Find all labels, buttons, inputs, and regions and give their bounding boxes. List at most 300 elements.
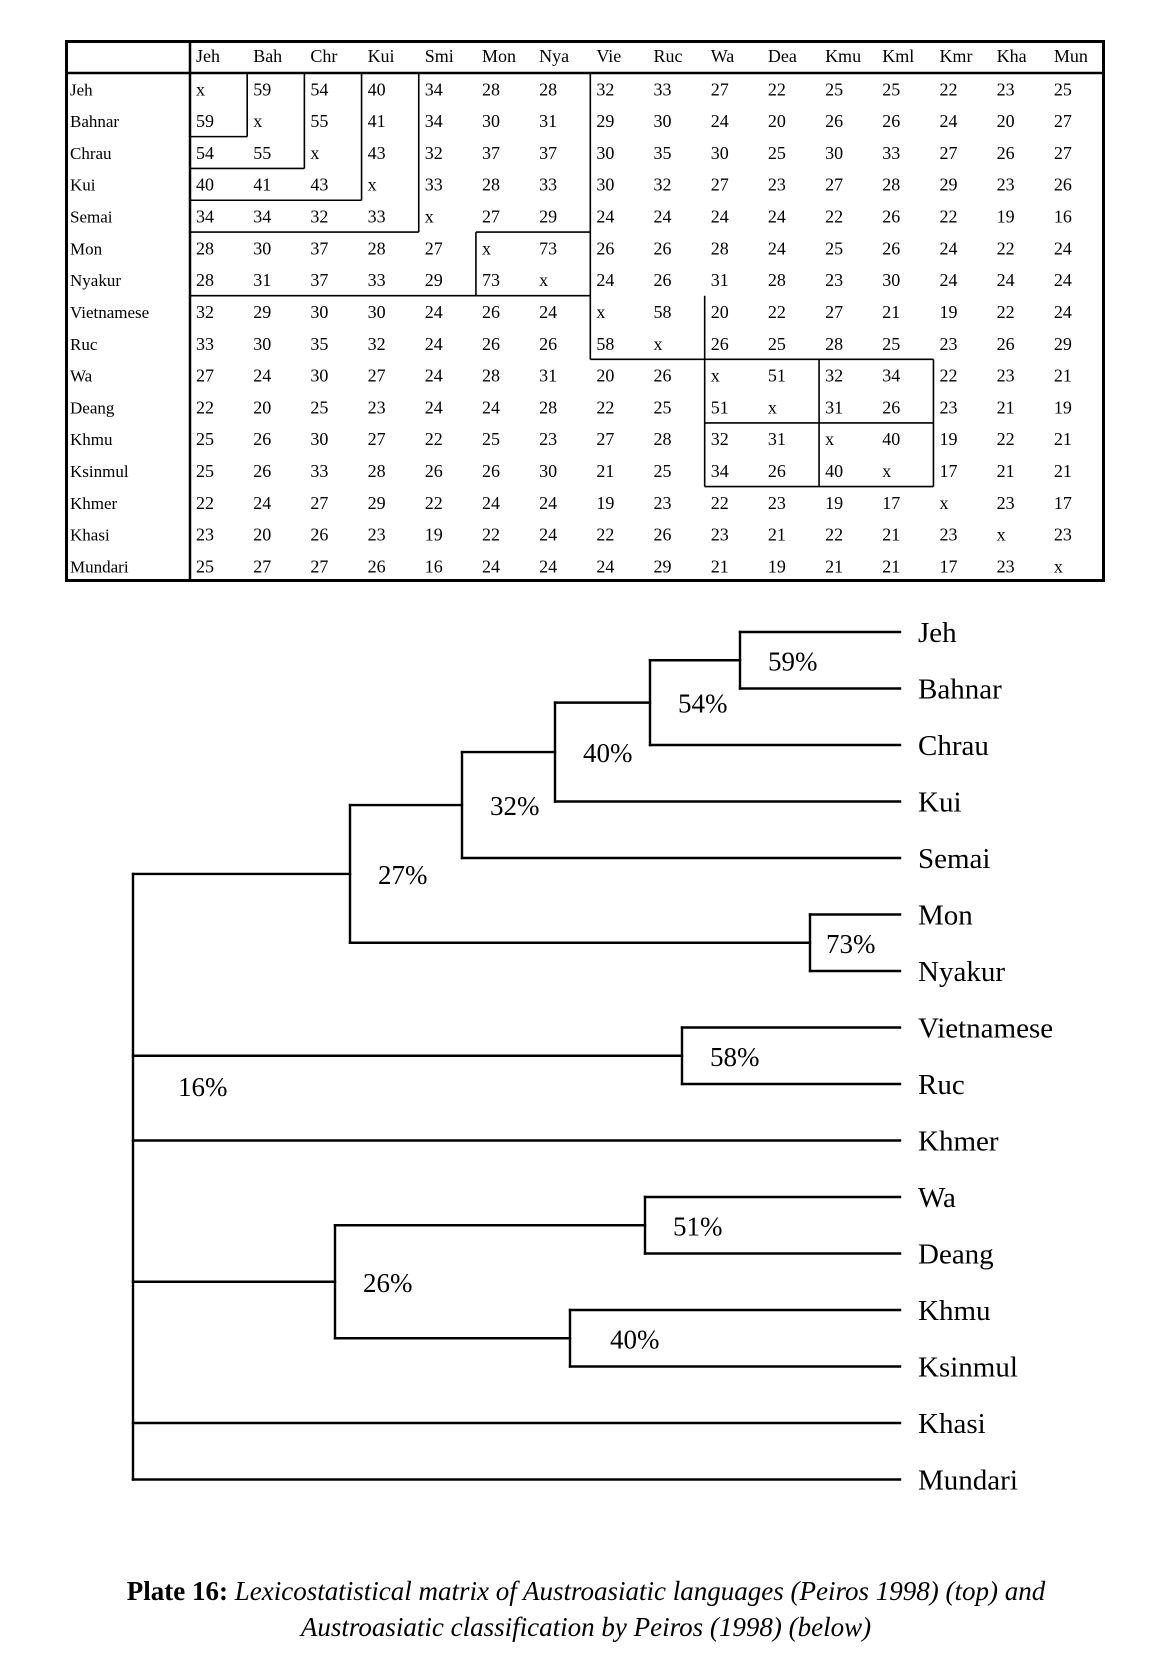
matrix-cell: 19: [767, 556, 786, 577]
matrix-cell: 23: [996, 556, 1015, 577]
matrix-cell: 34: [196, 206, 214, 227]
matrix-cell: 58: [653, 301, 672, 322]
matrix-cell: 20: [996, 111, 1015, 132]
matrix-cell: 23: [996, 79, 1015, 100]
matrix-cell: 26: [310, 524, 329, 545]
matrix-cell: 23: [939, 397, 958, 418]
tree-leaf-label: Kui: [918, 786, 962, 819]
tree-leaf-label: Khmer: [918, 1125, 999, 1158]
matrix-cell: 25: [196, 556, 214, 577]
matrix-cell: 30: [882, 270, 901, 291]
matrix-cell: 30: [310, 429, 329, 450]
matrix-cell: 27: [825, 174, 844, 195]
matrix-cell: 23: [996, 174, 1015, 195]
matrix-cell: 24: [424, 333, 443, 354]
matrix-cell: 26: [539, 333, 558, 354]
matrix-cell: 24: [939, 238, 958, 259]
matrix-cell: 40: [367, 79, 386, 100]
matrix-row-header: Nyakur: [70, 271, 121, 291]
matrix-cell: 24: [1053, 270, 1072, 291]
matrix-cell: 22: [424, 429, 443, 450]
matrix-col-header: Smi: [424, 46, 454, 66]
matrix-cell: 26: [882, 111, 901, 132]
matrix-cell: 17: [1053, 492, 1072, 513]
matrix-cell: 37: [481, 142, 500, 163]
matrix-cell: 29: [653, 556, 672, 577]
matrix-cell: x: [367, 174, 377, 195]
matrix-cell: 34: [253, 206, 272, 227]
matrix-cell: 26: [882, 206, 901, 227]
matrix-row-header: Khmu: [70, 430, 113, 450]
tree-node-label: 59%: [768, 646, 818, 677]
matrix-cell: 28: [539, 397, 558, 418]
matrix-col-header: Mun: [1053, 46, 1088, 66]
matrix-cell: x: [1053, 556, 1063, 577]
matrix-cell: 33: [653, 79, 672, 100]
matrix-cell: 19: [825, 492, 844, 513]
matrix-cell: 30: [481, 111, 500, 132]
matrix-cell: 16: [1053, 206, 1072, 227]
matrix-cell: 30: [539, 461, 558, 482]
matrix-cell: 55: [253, 142, 272, 163]
matrix-cell: x: [539, 270, 549, 291]
matrix-cell: 37: [310, 238, 329, 259]
matrix-cell: 26: [882, 238, 901, 259]
matrix-cell: 24: [539, 556, 558, 577]
matrix-cell: 24: [596, 270, 615, 291]
matrix-row-header: Ruc: [70, 334, 98, 354]
matrix-cell: 23: [767, 174, 786, 195]
matrix-cell: 23: [539, 429, 558, 450]
matrix-col-header: Vie: [596, 46, 622, 66]
matrix-cell: 27: [310, 492, 329, 513]
matrix-cell: 30: [253, 238, 272, 259]
plate-caption: [60, 1573, 1112, 1645]
matrix-row-header: Khmer: [70, 493, 118, 513]
matrix-cell: 23: [939, 524, 958, 545]
matrix-cell: 26: [367, 556, 386, 577]
matrix-cell: 24: [1053, 238, 1072, 259]
matrix-cell: 27: [253, 556, 272, 577]
tree-node-label: 40%: [583, 738, 633, 769]
matrix-cell: 30: [310, 365, 329, 386]
matrix-cell: 27: [310, 556, 329, 577]
matrix-cell: 22: [767, 79, 786, 100]
matrix-cell: 27: [710, 174, 729, 195]
matrix-cell: x: [939, 492, 949, 513]
matrix-cell: 22: [996, 238, 1015, 259]
matrix-cell: 24: [424, 301, 443, 322]
matrix-cell: 19: [996, 206, 1015, 227]
matrix-cell: 26: [882, 397, 901, 418]
matrix-cell: 28: [367, 461, 386, 482]
matrix-cell: 27: [1053, 142, 1072, 163]
matrix-cell: 26: [481, 461, 500, 482]
matrix-cell: 32: [710, 429, 729, 450]
matrix-cell: 33: [367, 270, 386, 291]
matrix-cell: x: [710, 365, 720, 386]
matrix-cell: 25: [196, 429, 214, 450]
matrix-cell: 33: [539, 174, 558, 195]
matrix-cell: 22: [596, 397, 615, 418]
matrix-cell: 28: [196, 270, 214, 291]
matrix-cell: 54: [196, 142, 214, 163]
matrix-cell: 29: [424, 270, 443, 291]
matrix-cell: 27: [939, 142, 958, 163]
matrix-col-header: Mon: [481, 46, 516, 66]
matrix-cell: 22: [196, 492, 214, 513]
matrix-cell: 32: [310, 206, 329, 227]
matrix-cell: 23: [196, 524, 214, 545]
matrix-cell: 29: [939, 174, 958, 195]
matrix-cell: 23: [653, 492, 672, 513]
matrix-cell: 26: [1053, 174, 1072, 195]
matrix-cell: 32: [653, 174, 672, 195]
matrix-cell: 26: [996, 333, 1015, 354]
matrix-cell: 27: [196, 365, 214, 386]
matrix-col-header: Jeh: [196, 46, 220, 66]
matrix-cell: 25: [481, 429, 500, 450]
matrix-cell: 27: [596, 429, 615, 450]
matrix-cell: 31: [710, 270, 729, 291]
matrix-cell: 25: [196, 461, 214, 482]
matrix-cell: x: [310, 142, 320, 163]
matrix-cell: 21: [825, 556, 844, 577]
matrix-cell: 40: [825, 461, 844, 482]
matrix-cell: 43: [310, 174, 329, 195]
matrix-cell: 28: [481, 174, 500, 195]
matrix-row-header: Ksinmul: [70, 462, 129, 482]
matrix-cell: 55: [310, 111, 329, 132]
matrix-cell: 29: [253, 301, 272, 322]
matrix-cell: 28: [653, 429, 672, 450]
matrix-col-header: Wa: [710, 46, 735, 66]
matrix-cell: 27: [710, 79, 729, 100]
matrix-cell: 24: [710, 206, 729, 227]
matrix-cell: 29: [1053, 333, 1072, 354]
matrix-cell: 30: [596, 174, 615, 195]
matrix-cell: 25: [825, 238, 844, 259]
matrix-cell: 34: [424, 79, 443, 100]
matrix-cell: 51: [767, 365, 786, 386]
matrix-cell: 21: [767, 524, 786, 545]
matrix-cell: 27: [481, 206, 500, 227]
matrix-cell: 21: [882, 556, 901, 577]
matrix-col-header: Chr: [310, 46, 338, 66]
matrix-cell: 24: [253, 492, 272, 513]
matrix-cell: 25: [767, 333, 786, 354]
matrix-cell: 26: [596, 238, 615, 259]
matrix-cell: 28: [196, 238, 214, 259]
matrix-cell: 28: [367, 238, 386, 259]
matrix-cell: 34: [424, 111, 443, 132]
tree-leaf-label: Wa: [918, 1182, 956, 1214]
tree-node-label: 73%: [826, 928, 876, 959]
matrix-col-header: Nya: [539, 46, 570, 66]
matrix-cell: 32: [596, 79, 615, 100]
matrix-cell: 22: [596, 524, 615, 545]
matrix-cell: 25: [653, 397, 672, 418]
matrix-cell: 25: [1053, 79, 1072, 100]
matrix-cell: 21: [1053, 365, 1072, 386]
tree-leaf-label: Chrau: [918, 730, 989, 762]
matrix-cell: 17: [882, 492, 901, 513]
matrix-cell: 24: [653, 206, 672, 227]
matrix-cell: 24: [996, 270, 1015, 291]
tree-leaf-label: Ksinmul: [918, 1351, 1018, 1384]
matrix-cell: 26: [825, 111, 844, 132]
matrix-cell: 20: [596, 365, 615, 386]
matrix-cell: 26: [653, 365, 672, 386]
matrix-cell: 24: [939, 111, 958, 132]
tree-leaf-label: Vietnamese: [918, 1012, 1054, 1045]
tree-node-label: 58%: [710, 1041, 760, 1072]
matrix-cell: 26: [424, 461, 443, 482]
matrix-cell: x: [424, 206, 434, 227]
matrix-row-header: Mundari: [70, 557, 129, 577]
matrix-cell: 22: [825, 206, 844, 227]
matrix-cell: 19: [939, 429, 958, 450]
matrix-row-header: Deang: [70, 398, 115, 418]
matrix-cell: 26: [253, 429, 272, 450]
matrix-row-header: Mon: [70, 239, 103, 259]
matrix-cell: 40: [196, 174, 214, 195]
matrix-cell: 73: [539, 238, 558, 259]
matrix-row-header: Chrau: [70, 143, 112, 163]
matrix-cell: 29: [596, 111, 615, 132]
matrix-cell: 28: [481, 79, 500, 100]
matrix-cell: 22: [939, 365, 958, 386]
matrix-col-header: Kha: [996, 46, 1027, 66]
matrix-cell: 28: [481, 365, 500, 386]
matrix-cell: 24: [710, 111, 729, 132]
matrix-cell: 24: [767, 238, 786, 259]
matrix-cell: 22: [481, 524, 500, 545]
matrix-cell: 19: [939, 301, 958, 322]
matrix-row-header: Wa: [70, 366, 93, 386]
matrix-cell: 34: [710, 461, 729, 482]
matrix-cell: 30: [653, 111, 672, 132]
matrix-cell: 22: [196, 397, 214, 418]
matrix-cell: 29: [539, 206, 558, 227]
matrix-cell: 28: [882, 174, 901, 195]
matrix-cell: 23: [367, 397, 386, 418]
matrix-cell: x: [596, 301, 606, 322]
matrix-cell: 21: [596, 461, 615, 482]
matrix-cell: 26: [767, 461, 786, 482]
matrix-cell: 26: [653, 270, 672, 291]
matrix-cell: 26: [996, 142, 1015, 163]
matrix-col-header: Kml: [882, 46, 915, 66]
tree-node-label: 32%: [490, 791, 540, 822]
tree-node-label: 27%: [378, 859, 428, 890]
matrix-row-header: Bahnar: [70, 112, 120, 132]
matrix-cell: 32: [367, 333, 386, 354]
matrix-cell: 31: [767, 429, 786, 450]
matrix-cell: 21: [1053, 461, 1072, 482]
matrix-cell: x: [481, 238, 491, 259]
matrix-cell: 24: [596, 556, 615, 577]
matrix-cell: 59: [253, 79, 272, 100]
matrix-cell: 20: [767, 111, 786, 132]
matrix-cell: 24: [481, 397, 500, 418]
caption-line-2: [60, 1609, 1112, 1645]
matrix-cell: 30: [253, 333, 272, 354]
matrix-cell: 21: [882, 301, 901, 322]
tree-leaf-label: Jeh: [918, 620, 957, 649]
matrix-cell: x: [767, 397, 777, 418]
matrix-cell: 25: [882, 333, 901, 354]
matrix-cell: 24: [939, 270, 958, 291]
matrix-cell: 33: [310, 461, 329, 482]
matrix-cell: 27: [825, 301, 844, 322]
matrix-cell: 21: [882, 524, 901, 545]
matrix-cell: 24: [767, 206, 786, 227]
matrix-cell: 26: [481, 301, 500, 322]
matrix-cell: 25: [825, 79, 844, 100]
matrix-cell: 22: [825, 524, 844, 545]
matrix-cell: 23: [825, 270, 844, 291]
classification-tree: [0, 620, 1172, 1570]
matrix-cell: 37: [310, 270, 329, 291]
matrix-cell: 24: [424, 397, 443, 418]
tree-node-label: 26%: [363, 1267, 413, 1298]
matrix-cell: 29: [367, 492, 386, 513]
matrix-row-header: Kui: [70, 175, 96, 195]
matrix-cell: 22: [996, 301, 1015, 322]
matrix-cell: 28: [825, 333, 844, 354]
tree-leaf-label: Khmu: [918, 1295, 991, 1327]
matrix-row-header: Semai: [70, 207, 113, 227]
matrix-col-header: Kui: [367, 46, 395, 66]
matrix-cell: 35: [653, 142, 672, 163]
matrix-cell: 24: [539, 492, 558, 513]
matrix-cell: 26: [710, 333, 729, 354]
matrix-cell: 19: [596, 492, 615, 513]
caption-text-2: Austroasiatic classification by Peiros (1998) (below): [300, 1612, 872, 1642]
matrix-cell: 24: [424, 365, 443, 386]
matrix-cell: 31: [539, 365, 558, 386]
matrix-cell: 26: [653, 524, 672, 545]
matrix-cell: 31: [253, 270, 272, 291]
matrix-cell: 22: [424, 492, 443, 513]
matrix-col-header: Kmr: [939, 46, 973, 66]
tree-leaf-label: Mon: [918, 899, 973, 932]
matrix-cell: 20: [253, 524, 272, 545]
matrix-cell: 32: [825, 365, 844, 386]
matrix-cell: 24: [539, 524, 558, 545]
matrix-cell: 24: [539, 301, 558, 322]
matrix-cell: 27: [424, 238, 443, 259]
matrix-cell: 41: [253, 174, 272, 195]
matrix-cell: 32: [424, 142, 443, 163]
matrix-cell: 23: [996, 492, 1015, 513]
matrix-cell: 21: [1053, 429, 1072, 450]
matrix-cell: x: [996, 524, 1006, 545]
tree-leaf-label: Bahnar: [918, 673, 1002, 706]
matrix-cell: 22: [939, 206, 958, 227]
matrix-cell: 30: [710, 142, 729, 163]
matrix-cell: 33: [196, 333, 214, 354]
matrix-cell: x: [653, 333, 663, 354]
matrix-cell: 59: [196, 111, 214, 132]
matrix-cell: 27: [367, 365, 386, 386]
matrix-row-header: Vietnamese: [70, 302, 150, 322]
matrix-cell: 17: [939, 461, 958, 482]
matrix-cell: 23: [367, 524, 386, 545]
matrix-cell: 25: [310, 397, 329, 418]
matrix-cell: 30: [596, 142, 615, 163]
matrix-col-header: Ruc: [653, 46, 683, 66]
matrix-cell: 27: [367, 429, 386, 450]
matrix-cell: 40: [882, 429, 901, 450]
tree-node-label: 51%: [673, 1211, 723, 1242]
matrix-cell: 32: [196, 301, 214, 322]
matrix-cell: 43: [367, 142, 386, 163]
matrix-cell: x: [253, 111, 263, 132]
caption-prefix: Plate 16:: [126, 1576, 229, 1606]
caption-line-1: [60, 1573, 1112, 1609]
matrix-cell: 30: [825, 142, 844, 163]
matrix-cell: 23: [996, 365, 1015, 386]
matrix-cell: 24: [481, 556, 500, 577]
matrix-row-header: Jeh: [70, 80, 93, 100]
matrix-cell: 19: [1053, 397, 1072, 418]
caption-text-1: Lexicostatistical matrix of Austroasiatic languages (Peiros 1998) (top) and: [234, 1576, 1046, 1606]
matrix-cell: 17: [939, 556, 958, 577]
matrix-cell: 24: [1053, 301, 1072, 322]
matrix-cell: 22: [939, 79, 958, 100]
matrix-cell: 26: [253, 461, 272, 482]
matrix-cell: 22: [710, 492, 729, 513]
matrix-cell: 20: [710, 301, 729, 322]
matrix-cell: 23: [710, 524, 729, 545]
matrix-cell: 25: [653, 461, 672, 482]
matrix-cell: 24: [596, 206, 615, 227]
matrix-cell: 24: [253, 365, 272, 386]
tree-node-label: 40%: [610, 1324, 660, 1355]
matrix-row-header: Khasi: [70, 525, 110, 545]
matrix-cell: 22: [767, 301, 786, 322]
matrix-cell: 37: [539, 142, 558, 163]
matrix-cell: 21: [996, 397, 1015, 418]
matrix-cell: 24: [481, 492, 500, 513]
matrix-cell: 23: [767, 492, 786, 513]
matrix-cell: 31: [539, 111, 558, 132]
matrix-cell: 28: [710, 238, 729, 259]
matrix-col-header: Kmu: [825, 46, 862, 66]
matrix-cell: 34: [882, 365, 901, 386]
matrix-cell: 25: [767, 142, 786, 163]
matrix-col-header: Bah: [253, 46, 283, 66]
matrix-cell: x: [882, 461, 892, 482]
matrix-cell: 26: [653, 238, 672, 259]
tree-leaf-label: Ruc: [918, 1069, 965, 1101]
tree-leaf-label: Deang: [918, 1238, 994, 1271]
matrix-cell: 19: [424, 524, 443, 545]
matrix-cell: 28: [539, 79, 558, 100]
matrix-cell: 21: [710, 556, 729, 577]
matrix-cell: x: [196, 79, 205, 100]
matrix-cell: 33: [367, 206, 386, 227]
matrix-cell: 23: [939, 333, 958, 354]
matrix-cell: 26: [481, 333, 500, 354]
matrix-cell: 33: [882, 142, 901, 163]
matrix-cell: 54: [310, 79, 329, 100]
matrix-cell: 33: [424, 174, 443, 195]
tree-node-label: 54%: [678, 688, 728, 719]
tree-leaf-label: Nyakur: [918, 956, 1005, 988]
